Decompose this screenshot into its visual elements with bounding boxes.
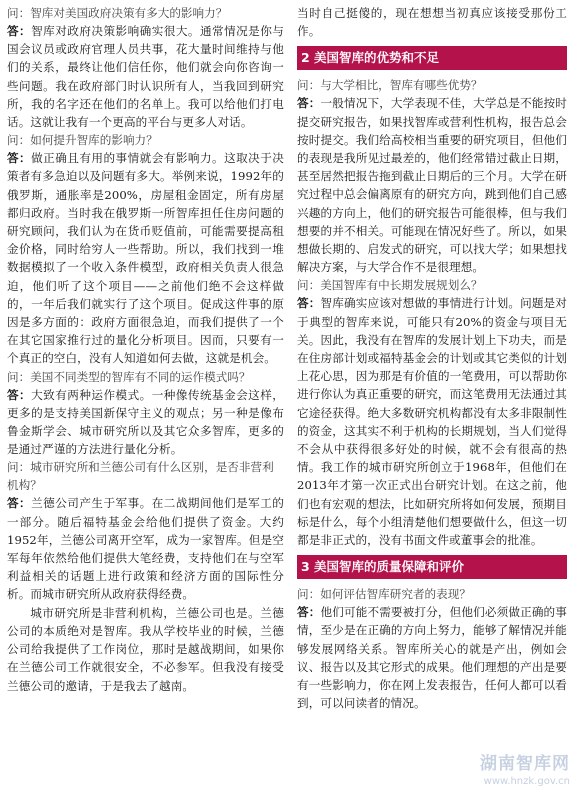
watermark-title: 湖南智库网 — [480, 754, 570, 774]
left-column — [7, 4, 284, 695]
answer-text: 智库确实应该对想做的事情进行计划。问题是对于典型的智库来说，可能只有20%的资金与项目无关。因此，我没有在智库的发展计划上下功夫，而是在住房部计划或福特基金会的计划或其它类似的计划上花心思，因为那是有价值的一笔费用，可以帮助你进行你认为真正重要的研究，而这笔费用无法通过其它途径获得。绝大多数研究机构都没有太多非限制性的资金，这其实不利于机构的长期规划，当人们觉得不会从中获得很多好处的时候，就不会有很高的热情。我工作的城市研究所创立于1968年，但他们在2013年才第一次正式出台研究计划。在这之前，他们也有宏观的想法，比如研究所将如何发展，预期目标是什么，每个小组清楚他们想要做什么，但这一切都是非正式的，没有书面文件或董事会的批准。 — [297, 296, 567, 548]
question-urban-vs-rand: 问：城市研究所和兰德公司有什么区别，是否非营利机构？ — [7, 460, 274, 493]
answer-label: 答： — [297, 296, 321, 311]
answer-text: 智库对政府决策影响确实很大。通常情况是你与国会议员或政府官理人员共事，花大量时间维持与他们的关系，最终让他们信任你，他们就会向你咨询一些问题。我在政府部门时认识所有人，当我回到研究所，我的名字还在他们的名单上。我可以给他们打电话。这就让我有一个更高的平台与更多人对话。 — [7, 24, 284, 130]
answer-long-term-plan — [297, 294, 567, 549]
section-heading-advantages: 2 美国智库的优势和不足 — [297, 46, 567, 70]
answer-text: 大致有两种运作模式。一种像传统基金会这样，更多的是支持美国新保守主义的观点；另一种是像布鲁金斯学会、城市研究所以及其它众多智库，更多的是通过严谨的方法进行量化分析。 — [7, 387, 284, 457]
paragraph-nonprofit: 城市研究所是非营利机构，兰德公司也是。兰德公司的本质绝对是智库。我从学校毕业的时候，兰德公司给我提供了工作岗位，那时是越战期间，如果你在兰德公司工作就很安全，不必参军。但我没有接受兰德公司的邀请，于是我去了越南。 — [7, 605, 284, 693]
answer-evaluate-researchers — [297, 603, 567, 712]
watermark-url: www.hnzk.gov.cn — [483, 776, 570, 787]
answer-label: 答： — [297, 605, 321, 620]
answer-text: 他们可能不需要被打分，但他们必须做正确的事情，至少是在正确的方向上努力，能够了解情况并能够发展网络关系。智库所关心的就是产出，例如会议、报告以及其它形式的成果。他们理想的产出是要有一些影响力，你在网上发表报告，任何人都可以看到，可以问读者的情况。 — [297, 605, 567, 711]
answer-text: 一般情况下，大学表现不佳，大学总是不能按时提交研究报告，如果找智库或营利性机构，报告总会按时提交。我们给高校相当重要的研究项目，但他们的表现是我所见过最差的，他们经常错过截止日期，甚至居然把报告拖到截止日期后的三个月。大学在研究过程中总会偏离原有的研究方向，跳到他们自己感兴趣的方向上，他们的研究报告可能很棒，但与我们想要的并不相关。可能现在情况好些了。所以，如果想做长期的、启发式的研究，可以找大学；如果想找解决方案，与大学合作不是很理想。 — [297, 96, 567, 275]
right-column — [297, 4, 567, 713]
question-operating-modes: 问：美国不同类型的智库有不同的运作模式吗？ — [7, 369, 251, 384]
answer-label: 答： — [7, 24, 32, 38]
section-heading-quality: 3 美国智库的质量保障和评价 — [297, 555, 567, 579]
answer-influence — [7, 22, 284, 131]
question-evaluate-researchers: 问：如何评估智库研究者的表现？ — [297, 587, 471, 602]
question-raise-influence: 问：如何提升智库的影响力？ — [7, 133, 158, 148]
paragraph-continued: 当时自己挺傻的，现在想想当初真应该接受那份工作。 — [297, 6, 567, 39]
watermark-logo — [458, 754, 570, 796]
answer-operating-modes — [7, 386, 284, 459]
question-long-term-plan: 问：美国智库有中长期发展规划么？ — [297, 278, 483, 293]
answer-raise-influence — [7, 149, 284, 367]
answer-text: 做正确且有用的事情就会有影响力。这取决于决策者有多急迫以及问题有多大。举例来说，1992年的俄罗斯，通胀率是200%，房屋租金固定，所有房屋都归政府。当时我在俄罗斯一所智库担任住房问题的研究顾问，我们认为在货币贬值前，可能需要提高租金价格，同时给穷人一些帮助。所以，我们找到一堆数据模拟了一个收入条件模型，政府相关负责人很急迫，他们听了这个项目——之前他们绝不会这样做的，一年后我们就实行了这个项目。促成这件事的原因是多方面的：政府方面很急迫，而我们提供了一个在其它国家推行过的量化分析项目。因而，只要有一个真正的空白，没有人知道如何去做，这就是机会。 — [7, 151, 284, 366]
question-influence: 问：智库对美国政府决策有多大的影响力？ — [7, 6, 228, 20]
answer-label: 答： — [7, 387, 32, 402]
question-vs-university: 问：与大学相比，智库有哪些优势？ — [297, 78, 483, 93]
answer-urban-vs-rand — [7, 494, 284, 603]
answer-vs-university — [297, 94, 567, 276]
answer-label: 答： — [7, 151, 32, 166]
answer-text: 兰德公司产生于军事。在二战期间他们是军工的一部分。随后福特基金会给他们提供了资金。大约1952年，兰德公司离开空军，成为一家智库。但是空军每年依然给他们提供大笔经费，支持他们在与空军利益相关的话题上进行政策和经济方面的国际性分析。而城市研究所从政府获得经费。 — [7, 496, 284, 602]
answer-label: 答： — [297, 96, 321, 111]
answer-label: 答： — [7, 496, 32, 511]
